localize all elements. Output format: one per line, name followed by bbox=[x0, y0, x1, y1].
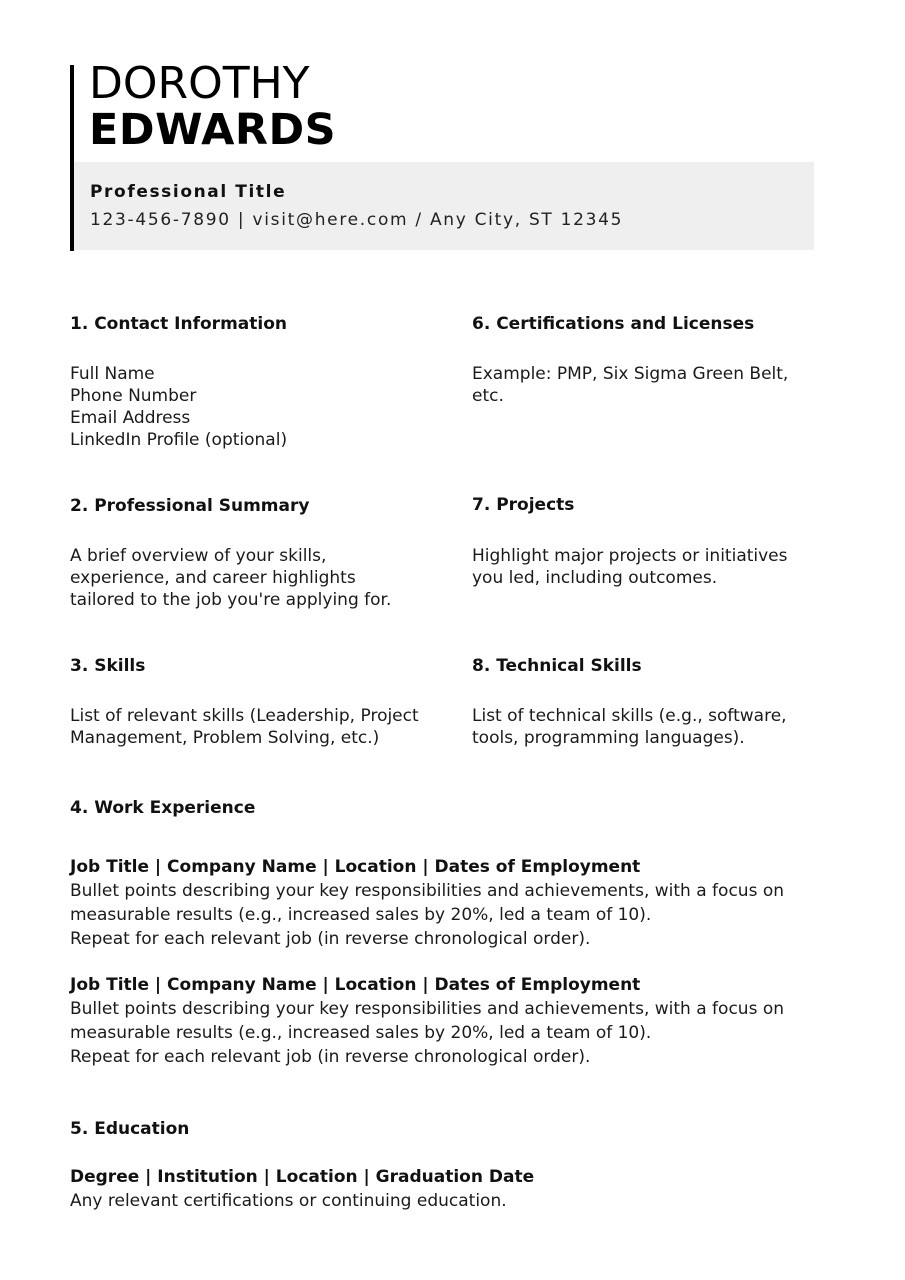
section-heading: 3. Skills bbox=[70, 656, 146, 676]
section-technical-skills bbox=[472, 655, 787, 749]
contact-item-linkedin: LinkedIn Profile (optional) bbox=[70, 430, 288, 450]
body-line: tools, programming languages). bbox=[472, 728, 745, 748]
section-body bbox=[70, 363, 287, 451]
body-line: Management, Problem Solving, etc.) bbox=[70, 728, 380, 748]
body-line: List of relevant skills (Leadership, Project bbox=[70, 706, 419, 726]
contact-item-full-name: Full Name bbox=[70, 364, 155, 384]
section-body bbox=[70, 705, 419, 749]
body-line: you led, including outcomes. bbox=[472, 568, 718, 588]
section-heading: 8. Technical Skills bbox=[472, 656, 642, 676]
job-description-line: Bullet points describing your key responsibilities and achievements, with a focus on bbox=[70, 881, 784, 901]
section-heading: 4. Work Experience bbox=[70, 798, 256, 818]
education-title-line: Degree | Institution | Location | Graduation Date bbox=[70, 1167, 535, 1187]
section-body bbox=[472, 363, 788, 407]
header-info-band bbox=[74, 162, 814, 250]
section-work-experience bbox=[70, 797, 255, 819]
contact-line: 123-456-7890 | visit@here.com / Any City, ST 12345 bbox=[90, 210, 624, 230]
job-description-line: Bullet points describing your key responsibilities and achievements, with a focus on bbox=[70, 999, 784, 1019]
section-heading: 2. Professional Summary bbox=[70, 496, 310, 516]
section-heading: 7. Projects bbox=[472, 495, 575, 515]
section-skills bbox=[70, 655, 419, 749]
job-description-line: Repeat for each relevant job (in reverse chronological order). bbox=[70, 1047, 591, 1067]
section-certifications bbox=[472, 313, 788, 407]
contact-item-email: Email Address bbox=[70, 408, 191, 428]
section-professional-summary bbox=[70, 495, 391, 611]
body-line: experience, and career highlights bbox=[70, 568, 356, 588]
body-line: tailored to the job you're applying for. bbox=[70, 590, 392, 610]
section-body bbox=[70, 545, 391, 611]
first-name: DOROTHY bbox=[89, 58, 310, 109]
body-line: etc. bbox=[472, 386, 504, 406]
body-line: A brief overview of your skills, bbox=[70, 546, 327, 566]
section-heading: 5. Education bbox=[70, 1119, 190, 1139]
section-education bbox=[70, 1118, 189, 1140]
body-line: Example: PMP, Six Sigma Green Belt, bbox=[472, 364, 789, 384]
job-title-line: Job Title | Company Name | Location | Dates of Employment bbox=[70, 975, 641, 995]
section-heading: 1. Contact Information bbox=[70, 314, 287, 334]
section-body bbox=[472, 705, 787, 749]
job-entry bbox=[70, 855, 830, 951]
section-body bbox=[472, 545, 788, 589]
job-description-line: measurable results (e.g., increased sales by 20%, led a team of 10). bbox=[70, 905, 652, 925]
education-entry bbox=[70, 1165, 830, 1213]
professional-title: Professional Title bbox=[90, 182, 287, 202]
body-line: List of technical skills (e.g., software, bbox=[472, 706, 787, 726]
job-description-line: measurable results (e.g., increased sales by 20%, led a team of 10). bbox=[70, 1023, 652, 1043]
education-description-line: Any relevant certifications or continuing education. bbox=[70, 1191, 507, 1211]
job-description-line: Repeat for each relevant job (in reverse chronological order). bbox=[70, 929, 591, 949]
section-heading: 6. Certifications and Licenses bbox=[472, 314, 755, 334]
section-projects bbox=[472, 494, 788, 589]
job-entry bbox=[70, 973, 830, 1069]
contact-item-phone: Phone Number bbox=[70, 386, 197, 406]
body-line: Highlight major projects or initiatives bbox=[472, 546, 788, 566]
job-title-line: Job Title | Company Name | Location | Dates of Employment bbox=[70, 857, 641, 877]
last-name: EDWARDS bbox=[89, 105, 337, 155]
section-contact-information bbox=[70, 313, 287, 451]
